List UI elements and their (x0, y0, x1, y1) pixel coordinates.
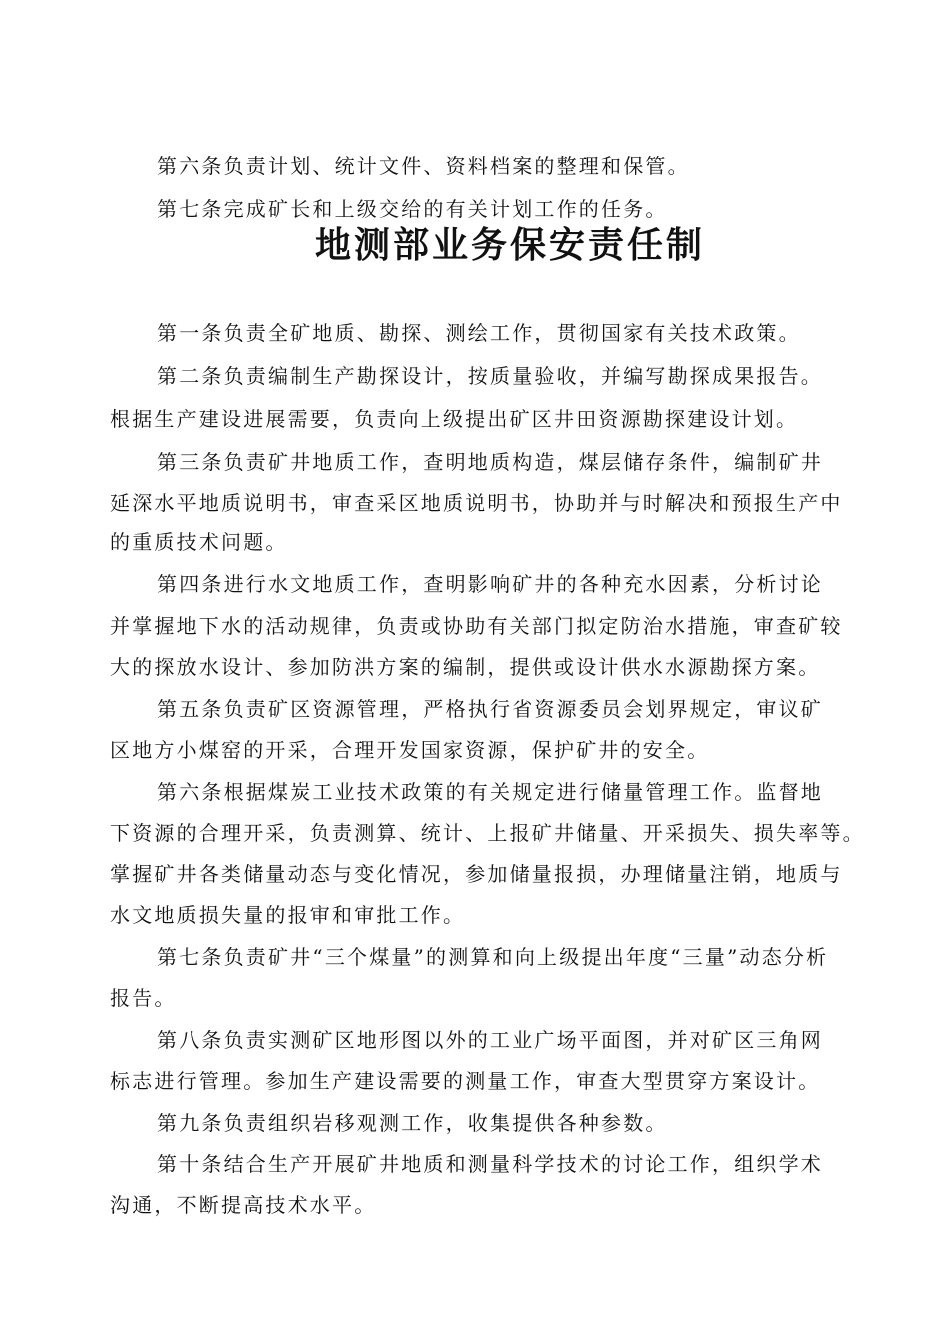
clause-2-line-1: 第二条负责编制生产勘探设计，按质量验收，并编写勘探成果报告。 (157, 364, 823, 388)
clause-5-line-1: 第五条负责矿区资源管理，严格执行省资源委员会划界规定，审议矿 (157, 697, 823, 721)
clause-6-line-4: 水文地质损失量的报审和审批工作。 (110, 903, 466, 927)
document-title: 地测部业务保安责任制 (314, 225, 705, 266)
clause-3-line-2: 延深水平地质说明书，审查采区地质说明书，协助并与时解决和预报生产中 (110, 491, 843, 515)
preamble-line-1: 第六条负责计划、统计文件、资料档案的整理和保管。 (157, 154, 690, 178)
clause-5-line-2: 区地方小煤窑的开采，合理开发国家资源，保护矿井的安全。 (110, 738, 710, 762)
clause-6-line-1: 第六条根据煤炭工业技术政策的有关规定进行储量管理工作。监督地 (157, 780, 823, 804)
clause-6-line-3: 掌握矿井各类储量动态与变化情况，参加储量报损，办理储量注销，地质与 (110, 862, 843, 886)
clause-7-line-2: 报告。 (110, 986, 177, 1010)
clause-3-line-1: 第三条负责矿井地质工作，查明地质构造，煤层储存条件，编制矿井 (157, 450, 823, 474)
clause-9-line-1: 第九条负责组织岩移观测工作，收集提供各种参数。 (157, 1111, 668, 1135)
preamble-line-2: 第七条完成矿长和上级交给的有关计划工作的任务。 (157, 197, 668, 221)
clause-8-line-2: 标志进行管理。参加生产建设需要的测量工作，审查大型贯穿方案设计。 (110, 1069, 821, 1093)
clause-10-line-2: 沟通，不断提高技术水平。 (110, 1193, 377, 1217)
clause-4-line-3: 大的探放水设计、参加防洪方案的编制，提供或设计供水水源勘探方案。 (110, 655, 821, 679)
clause-8-line-1: 第八条负责实测矿区地形图以外的工业广场平面图，并对矿区三角网 (157, 1028, 823, 1052)
clause-2-line-2: 根据生产建设进展需要，负责向上级提出矿区井田资源勘探建设计划。 (110, 407, 799, 431)
clause-1-line-1: 第一条负责全矿地质、勘探、测绘工作，贯彻国家有关技术政策。 (157, 321, 801, 345)
clause-4-line-1: 第四条进行水文地质工作，查明影响矿井的各种充水因素，分析讨论 (157, 572, 823, 596)
clause-4-line-2: 并掌握地下水的活动规律，负责或协助有关部门拟定防治水措施，审查矿较 (110, 614, 843, 638)
clause-3-line-3: 的重质技术问题。 (110, 530, 288, 554)
clause-6-line-2: 下资源的合理开采，负责测算、统计、上报矿井储量、开采损失、损失率等。 (110, 821, 865, 845)
clause-10-line-1: 第十条结合生产开展矿井地质和测量科学技术的讨论工作，组织学术 (157, 1152, 823, 1176)
clause-7-line-1: 第七条负责矿井“三个煤量”的测算和向上级提出年度“三量”动态分析 (157, 945, 829, 969)
